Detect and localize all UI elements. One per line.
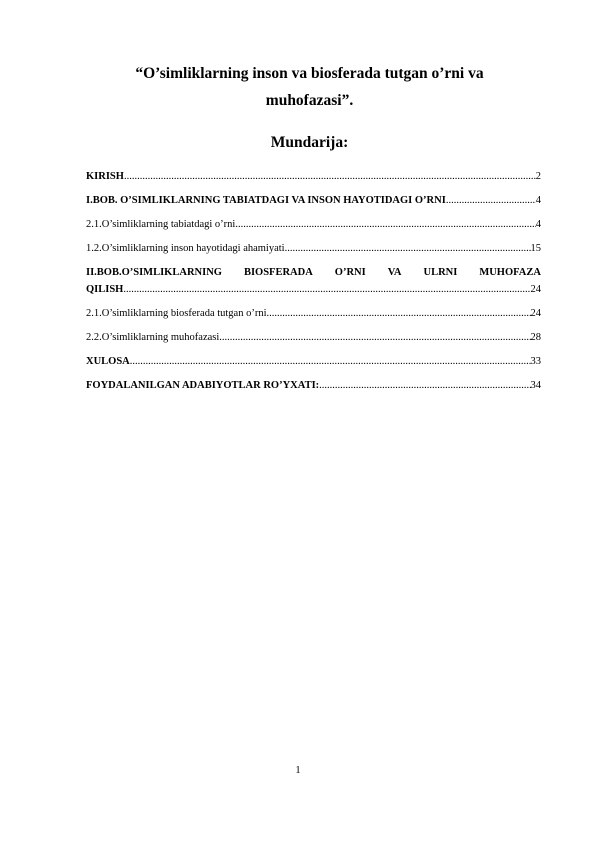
toc-entry-1-1[interactable] [86, 218, 541, 232]
document-title [86, 60, 533, 114]
toc-leader-dots [446, 194, 536, 208]
toc-leader-dots [267, 307, 531, 321]
toc-entry-label: XULOSA [86, 356, 130, 367]
toc-entry-page: 28 [530, 332, 541, 343]
toc-entry-page: 2 [535, 171, 541, 182]
toc-entry-2-2[interactable] [86, 331, 541, 345]
toc-word: VA [387, 267, 402, 278]
toc-entry-label: 1.2.O’simliklarning inson hayotidagi ahamiyati [86, 243, 285, 254]
toc-heading: Mundarija: [270, 134, 349, 151]
toc-leader-dots [285, 242, 531, 256]
toc-entry-page: 4 [535, 219, 541, 230]
toc-entry-label: I.BOB. O’SIMLIKLARNING TABIATDAGI VA INSON HAYOTIDAGI O’RNI [86, 195, 446, 206]
toc-entry-page: 15 [530, 243, 541, 254]
title-line-2: muhofazasi”. [265, 92, 354, 109]
toc-entry-xulosa[interactable] [86, 355, 541, 369]
toc-entry-page: 4 [535, 195, 541, 206]
toc-entry-page: 24 [530, 308, 541, 319]
toc-entry-label-line-2 [86, 283, 541, 297]
toc-entry-label: 2.2.O’simliklarning muhofazasi [86, 332, 220, 343]
toc-entry-2-1[interactable] [86, 307, 541, 321]
toc-leader-dots [219, 331, 530, 345]
toc-leader-dots [319, 379, 530, 393]
toc-leader-dots [235, 218, 535, 232]
toc-word: ULRNI [423, 267, 458, 278]
toc-entry-page: 33 [530, 356, 541, 367]
toc-entry-page: 34 [530, 380, 541, 391]
toc-entry-label-line-1 [86, 266, 541, 280]
toc-word: BIOSFERADA [243, 267, 313, 278]
toc-entry-label: KIRISH [86, 171, 124, 182]
toc-entry-chapter-2[interactable] [86, 266, 541, 297]
title-line-1: “O’simliklarning inson va biosferada tutgan o’rni va [135, 65, 484, 82]
toc-entry-references[interactable] [86, 379, 541, 393]
toc-word: O’RNI [334, 267, 366, 278]
toc-leader-dots [130, 355, 531, 369]
table-of-contents [86, 170, 541, 393]
toc-entry-label: FOYDALANILGAN ADABIYOTLAR RO’YXATI: [86, 380, 320, 391]
toc-entry-kirish[interactable] [86, 170, 541, 184]
toc-entry-label: 2.1.O’simliklarning tabiatdagi o’rni [86, 219, 236, 230]
toc-entry-chapter-1[interactable] [86, 194, 541, 208]
toc-word: MUHOFAZA [479, 267, 541, 278]
toc-leader-dots [124, 170, 536, 184]
toc-entry-label: 2.1.O’simliklarning biosferada tutgan o’rni [86, 308, 267, 319]
toc-entry-page: 24 [530, 284, 541, 295]
toc-entry-1-2[interactable] [86, 242, 541, 256]
toc-leader-dots [123, 283, 530, 297]
page-number: 1 [295, 765, 301, 776]
toc-word: II.BOB.O’SIMLIKLARNING [86, 267, 222, 278]
toc-entry-label: QILISH [86, 284, 124, 295]
